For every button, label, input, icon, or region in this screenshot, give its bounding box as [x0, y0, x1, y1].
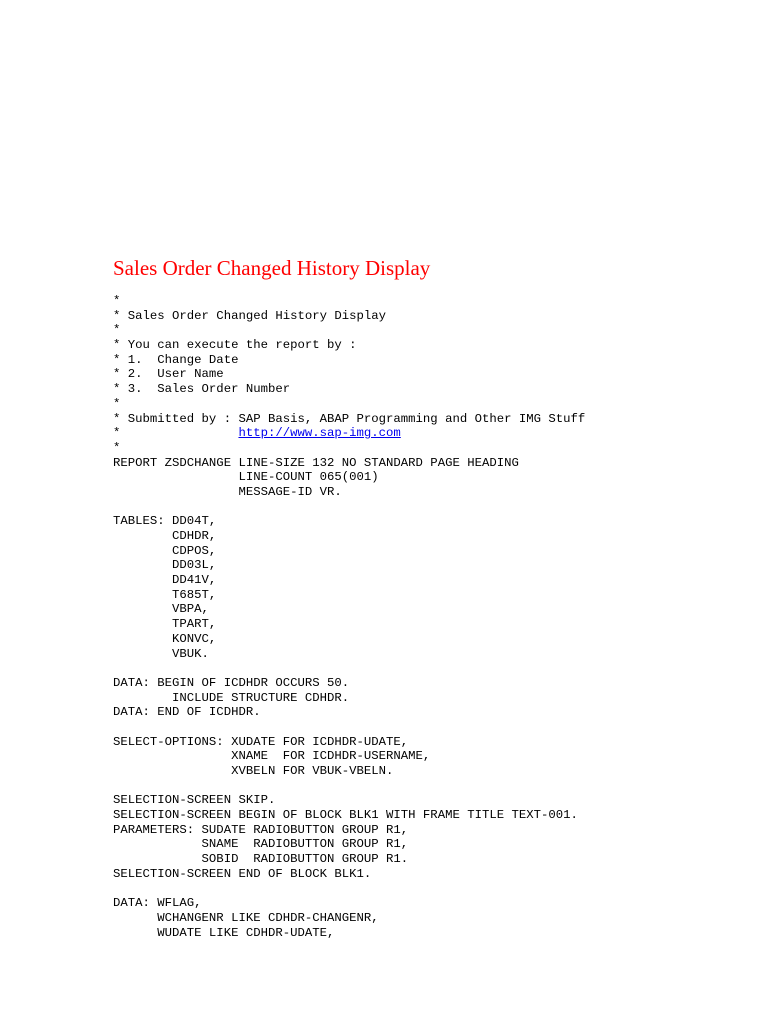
- code-line-text: REPORT ZSDCHANGE LINE-SIZE 132 NO STANDARD PAGE HEADING: [113, 455, 519, 470]
- code-line: [113, 896, 585, 911]
- code-line: [113, 514, 585, 529]
- code-line: [113, 500, 585, 515]
- website-link[interactable]: http://www.sap-img.com: [238, 426, 401, 441]
- code-line-text: DATA: END OF ICDHDR.: [113, 705, 261, 720]
- code-line: [113, 867, 585, 882]
- code-line-text: SELECTION-SCREEN SKIP.: [113, 793, 276, 808]
- code-line-text: DATA: WFLAG,: [113, 896, 202, 911]
- code-line: [113, 749, 585, 764]
- code-line: [113, 367, 585, 382]
- code-line-text: CDHDR,: [113, 529, 217, 543]
- code-line: [113, 294, 585, 309]
- code-line: [113, 426, 585, 441]
- code-line-text: WCHANGENR LIKE CDHDR-CHANGENR,: [113, 910, 379, 925]
- code-line-text: TABLES: DD04T,: [113, 514, 217, 529]
- code-line: [113, 558, 585, 573]
- code-line: [113, 837, 585, 852]
- code-line-text: INCLUDE STRUCTURE CDHDR.: [113, 690, 350, 705]
- code-line: [113, 456, 585, 471]
- code-line-text: TPART,: [113, 617, 217, 632]
- code-line-text: SNAME RADIOBUTTON GROUP R1,: [113, 837, 409, 852]
- code-line: [113, 602, 585, 617]
- code-line: [113, 529, 585, 544]
- code-line-text: PARAMETERS: SUDATE RADIOBUTTON GROUP R1,: [113, 822, 409, 837]
- code-line: [113, 309, 585, 324]
- code-line: [113, 353, 585, 368]
- code-line: [113, 926, 585, 941]
- code-line-text: * 1. Change Date: [113, 352, 239, 367]
- code-line: [113, 382, 585, 397]
- code-line-text: XVBELN FOR VBUK-VBELN.: [113, 764, 394, 778]
- code-line-text: * 3. Sales Order Number: [113, 382, 291, 397]
- code-line: [113, 793, 585, 808]
- code-line: [113, 735, 585, 750]
- code-line: [113, 441, 585, 456]
- code-line: [113, 617, 585, 632]
- code-line: [113, 588, 585, 603]
- code-line-text: * 2. User Name: [113, 367, 224, 382]
- code-line: [113, 544, 585, 559]
- code-line-text: VBUK.: [113, 646, 209, 661]
- code-line: [113, 705, 585, 720]
- code-line: [113, 852, 585, 867]
- code-line-text: WUDATE LIKE CDHDR-UDATE,: [113, 925, 335, 940]
- code-line-text: VBPA,: [113, 602, 209, 617]
- code-line: [113, 632, 585, 647]
- code-line-text: CDPOS,: [113, 543, 217, 558]
- code-line-text: SOBID RADIOBUTTON GROUP R1.: [113, 852, 409, 867]
- code-line: [113, 720, 585, 735]
- code-line: [113, 882, 585, 897]
- code-line-text: SELECTION-SCREEN BEGIN OF BLOCK BLK1 WITH FRAME TITLE TEXT-001.: [113, 808, 578, 823]
- code-line: [113, 911, 585, 926]
- code-line: [113, 470, 585, 485]
- code-line-text: * Submitted by : SAP Basis, ABAP Programming and Other IMG Stuff: [113, 411, 586, 426]
- code-line: [113, 808, 585, 823]
- code-line: [113, 764, 585, 779]
- code-line-text: *: [113, 440, 121, 455]
- code-line-text: DATA: BEGIN OF ICDHDR OCCURS 50.: [113, 675, 350, 690]
- code-listing: [113, 294, 585, 940]
- code-line: [113, 779, 585, 794]
- code-line-text: SELECTION-SCREEN END OF BLOCK BLK1.: [113, 866, 372, 881]
- code-line-text: DD41V,: [113, 573, 217, 588]
- code-line: [113, 338, 585, 353]
- code-line: [113, 397, 585, 412]
- code-line: [113, 323, 585, 338]
- code-line: [113, 647, 585, 662]
- code-line-text: DD03L,: [113, 558, 217, 573]
- code-line-text: *: [113, 396, 121, 411]
- code-line-text: * You can execute the report by :: [113, 338, 357, 353]
- code-line-text: LINE-COUNT 065(001): [113, 470, 379, 485]
- code-line: [113, 485, 585, 500]
- code-line-text: XNAME FOR ICDHDR-USERNAME,: [113, 749, 431, 764]
- code-line: [113, 661, 585, 676]
- code-line-text: *: [113, 323, 121, 338]
- code-line-text: KONVC,: [113, 631, 217, 646]
- code-line-text: MESSAGE-ID VR.: [113, 484, 342, 499]
- code-line: [113, 676, 585, 691]
- code-line-text: SELECT-OPTIONS: XUDATE FOR ICDHDR-UDATE,: [113, 734, 409, 749]
- code-line: [113, 691, 585, 706]
- document-title: Sales Order Changed History Display: [113, 256, 431, 280]
- code-line-text: *: [113, 426, 239, 441]
- code-line-text: * Sales Order Changed History Display: [113, 308, 387, 323]
- code-line: [113, 412, 585, 427]
- code-line: [113, 573, 585, 588]
- code-line: [113, 823, 585, 838]
- code-line-text: T685T,: [113, 587, 217, 602]
- code-line-text: *: [113, 294, 121, 308]
